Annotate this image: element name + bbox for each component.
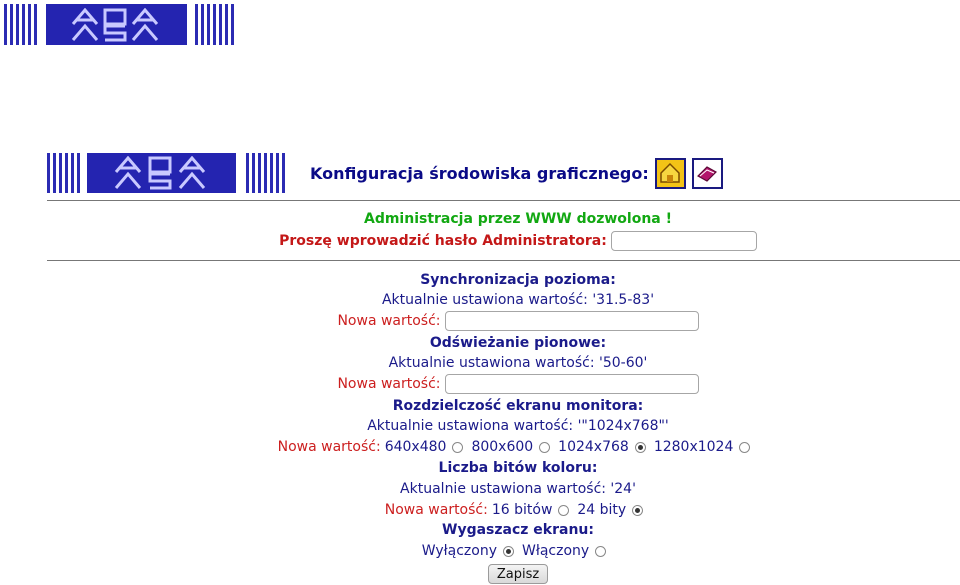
logo-mark-icon (71, 8, 163, 42)
resolution-radio-800x600[interactable] (539, 442, 550, 453)
logo-right-bars (246, 153, 288, 193)
section-resolution-title-row (38, 396, 960, 416)
logo-plate (46, 4, 187, 45)
section-resolution-new-row (38, 437, 960, 457)
section-hsync-current-row (38, 290, 960, 310)
resolution-option-label: 1024x768 (558, 439, 629, 455)
section-resolution-current: Aktualnie ustawiona wartość: '"1024x768"' (367, 418, 669, 434)
home-button[interactable] (655, 158, 686, 189)
colordepth-radio-24[interactable] (632, 505, 643, 516)
logo-mark-icon (114, 156, 210, 190)
section-colordepth-current-row (38, 479, 960, 499)
admin-password-row (38, 230, 960, 252)
divider-top (47, 200, 960, 201)
colordepth-option-label: 24 bity (577, 502, 627, 518)
submit-row (38, 563, 960, 585)
section-resolution-new-label: Nowa wartość: (277, 439, 381, 455)
section-hsync-title-row (38, 270, 960, 290)
resolution-option-label: 800x600 (471, 439, 534, 455)
section-vrefresh-title-row (38, 333, 960, 353)
title-row (310, 153, 723, 193)
section-colordepth-new-row (38, 500, 960, 520)
resolution-radio-640x480[interactable] (452, 442, 463, 453)
admin-allowed-text: Administracja przez WWW dozwolona ! (363, 211, 673, 227)
screensaver-radio-off[interactable] (503, 546, 514, 557)
section-vrefresh-new-row (38, 373, 960, 395)
section-hsync-title: Synchronizacja pozioma: (420, 272, 616, 288)
resolution-radio-1280x1024[interactable] (739, 442, 750, 453)
home-icon (658, 161, 682, 185)
section-vrefresh-current: Aktualnie ustawiona wartość: '50-60' (388, 355, 648, 371)
admin-password-label: Proszę wprowadzić hasło Administratora: (279, 233, 607, 249)
screensaver-radio-on[interactable] (595, 546, 606, 557)
hsync-input[interactable] (445, 311, 699, 331)
resolution-option-label: 1280x1024 (653, 439, 734, 455)
vrefresh-input[interactable] (445, 374, 699, 394)
section-screensaver-options-row (38, 541, 960, 561)
divider-bottom (47, 260, 960, 261)
logo-right-bars (195, 4, 237, 45)
book-button[interactable] (692, 158, 723, 189)
header-logo (47, 153, 288, 193)
colordepth-radio-16[interactable] (558, 505, 569, 516)
book-icon (695, 161, 719, 185)
section-vrefresh-title: Odświeżanie pionowe: (429, 335, 607, 351)
section-colordepth-current: Aktualnie ustawiona wartość: '24' (400, 481, 636, 497)
page-title: Konfiguracja środowiska graficznego: (310, 163, 649, 183)
admin-password-input[interactable] (611, 231, 757, 251)
resolution-radio-1024x768[interactable] (635, 442, 646, 453)
section-resolution-title: Rozdzielczość ekranu monitora: (392, 398, 644, 414)
section-hsync-current: Aktualnie ustawiona wartość: '31.5-83' (381, 292, 655, 308)
section-vrefresh-current-row (38, 353, 960, 373)
section-vrefresh-new-label: Nowa wartość: (337, 376, 441, 392)
logo-left-bars (4, 4, 40, 45)
resolution-option-label: 640x480 (384, 439, 447, 455)
section-screensaver-title: Wygaszacz ekranu: (442, 522, 594, 538)
top-logo (4, 4, 237, 45)
screensaver-option-label: Wyłączony (421, 543, 498, 559)
section-hsync-new-row (38, 310, 960, 332)
save-button[interactable]: Zapisz (488, 564, 548, 584)
screensaver-option-label: Włączony (522, 543, 590, 559)
logo-plate (87, 153, 236, 193)
section-colordepth-title: Liczba bitów koloru: (438, 460, 598, 476)
admin-allowed-row (38, 209, 960, 229)
logo-left-bars (47, 153, 83, 193)
section-colordepth-title-row (38, 458, 960, 478)
section-colordepth-new-label: Nowa wartość: (384, 502, 488, 518)
colordepth-option-label: 16 bitów (491, 502, 553, 518)
section-hsync-new-label: Nowa wartość: (337, 313, 441, 329)
section-screensaver-title-row (38, 520, 960, 540)
section-resolution-current-row (38, 416, 960, 436)
